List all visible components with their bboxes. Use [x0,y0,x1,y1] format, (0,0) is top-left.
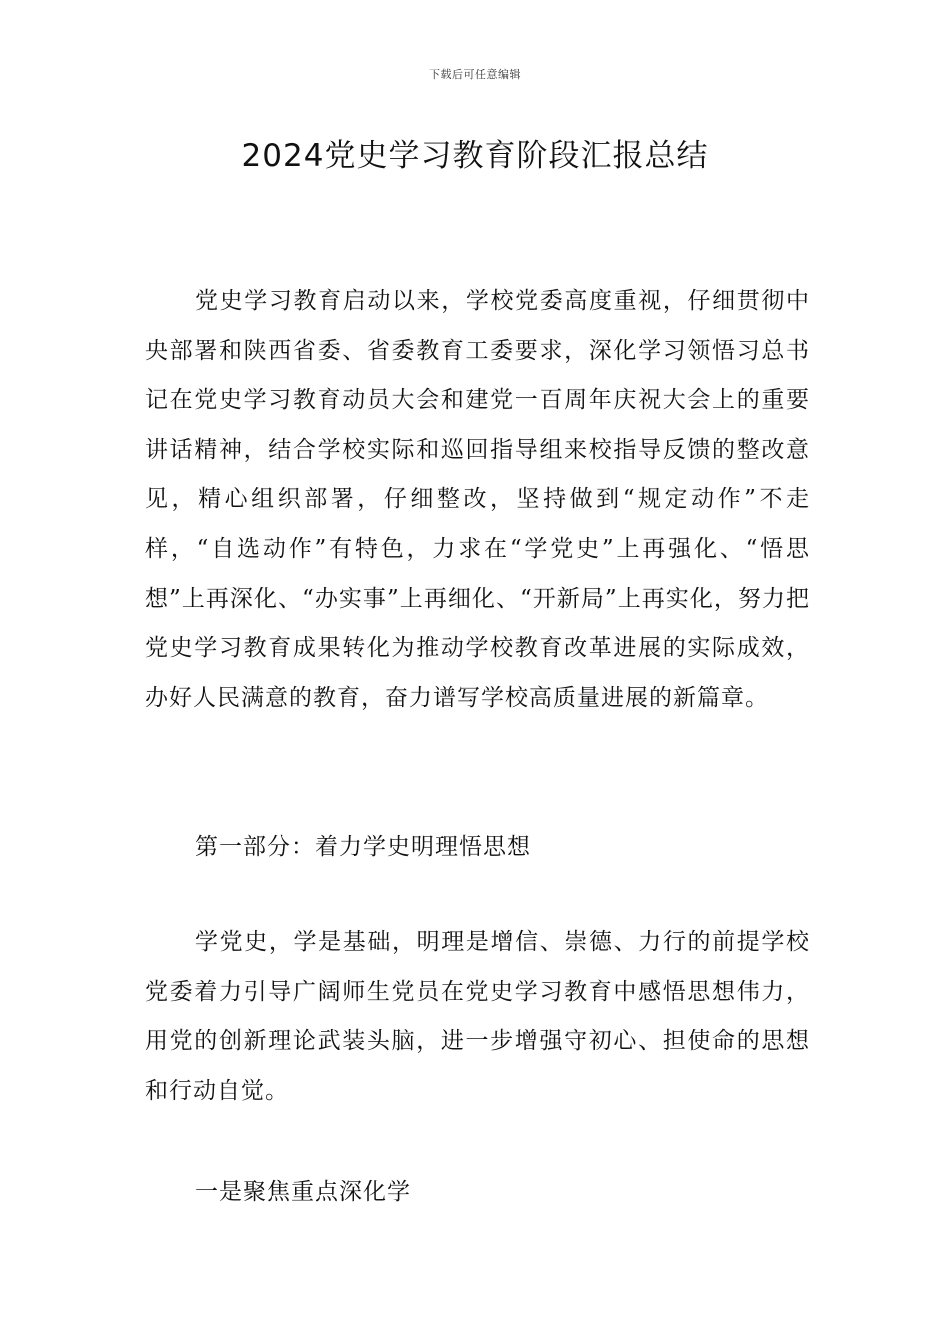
section-heading: 第一部分：着力学史明理悟思想 [195,834,531,860]
document-title: 2024党史学习教育阶段汇报总结 [241,138,709,174]
section-body-paragraph: 学党史，学是基础，明理是增信、崇德、力行的前提学校党委着力引导广阔师生党员在党史学习教育中感悟思想伟力，用党的创新理论武装头脑，进一步增强守初心、担使命的思想和行动自觉。 [145,929,810,1104]
intro-paragraph: 党史学习教育启动以来，学校党委高度重视，仔细贯彻中央部署和陕西省委、省委教育工委要求，深化学习领悟习总书记在党史学习教育动员大会和建党一百周年庆祝大会上的重要讲话精神，结合学校实际和巡回指导组来校指导反馈的整改意见，精心组织部署，仔细整改，坚持做到“规定动作”不走样，“自选动作”有特色，力求在“学党史”上再强化、“悟思想”上再深化、“办实事”上再细化、“开新局”上再实化，努力把党史学习教育成果转化为推动学校教育改革进展的实际成效，办好人民满意的教育，奋力谱写学校高质量进展的新篇章。 [145,288,810,711]
header-note: 下载后可任意编辑 [429,68,521,81]
subsection-heading: 一是聚焦重点深化学 [195,1179,411,1205]
